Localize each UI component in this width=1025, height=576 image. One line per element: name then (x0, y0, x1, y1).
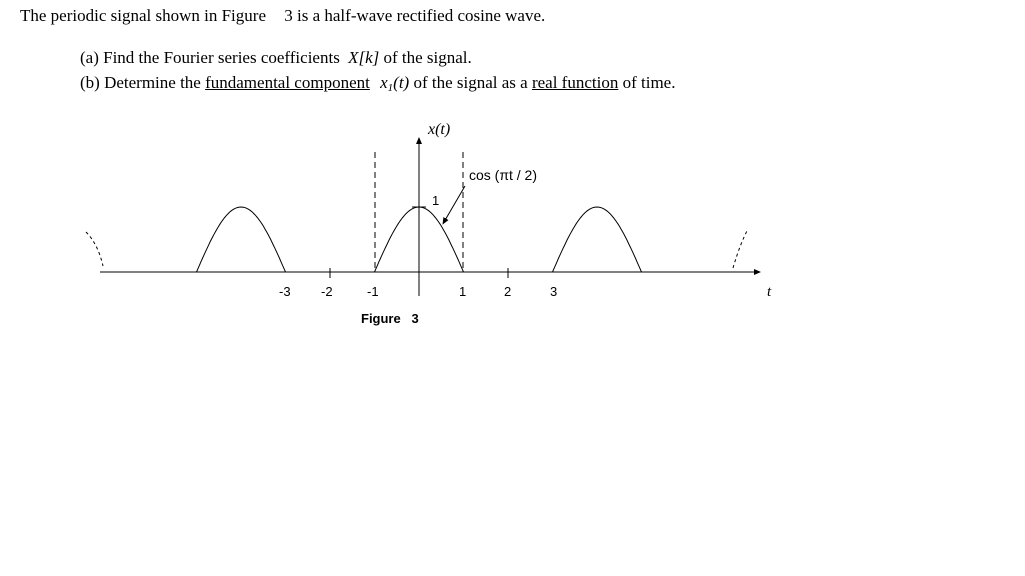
part-b-text-mid: of the signal as a (413, 73, 528, 92)
right-edge-arch-start (733, 229, 748, 268)
cosine-arch-3 (553, 207, 642, 272)
figure-ref: 3 (284, 6, 293, 25)
cosine-arch-1 (197, 207, 286, 272)
tick-label-minus-2: -2 (321, 284, 333, 299)
tick-label-2: 2 (504, 284, 512, 299)
part-b-text: Determine the (104, 73, 201, 92)
part-b-label: (b) (80, 73, 100, 92)
part-b-text-end: of time. (622, 73, 676, 92)
tick-label-minus-3: -3 (279, 284, 291, 299)
part-b-symbol: $x_1(t)$ (380, 73, 410, 94)
part-a-label: (a) (80, 48, 99, 67)
left-edge-arch-tail (86, 232, 103, 266)
tick-label-3: 3 (550, 284, 558, 299)
part-a-symbol: X[k] (348, 48, 380, 67)
tick-label-1: 1 (459, 284, 467, 299)
y-axis-label: x(t) (428, 121, 451, 138)
part-a-text-end: of the signal. (383, 48, 472, 67)
part-a-text: Find the Fourier series coefficients (103, 48, 340, 67)
cosine-annotation: cos (πt / 2) (469, 167, 538, 183)
intro-text: The periodic signal shown in Figure (20, 6, 266, 25)
figure-caption: Figure 3 (361, 311, 419, 326)
real-function-term: real function (531, 73, 619, 92)
peak-value-label: 1 (432, 193, 440, 208)
annotation-arrow (444, 186, 465, 222)
tick-label-minus-1: -1 (367, 284, 379, 299)
fundamental-component-term: fundamental component (205, 73, 370, 92)
t-axis-label: t (767, 284, 772, 300)
intro-text-end: is a half-wave rectified cosine wave. (297, 6, 546, 25)
